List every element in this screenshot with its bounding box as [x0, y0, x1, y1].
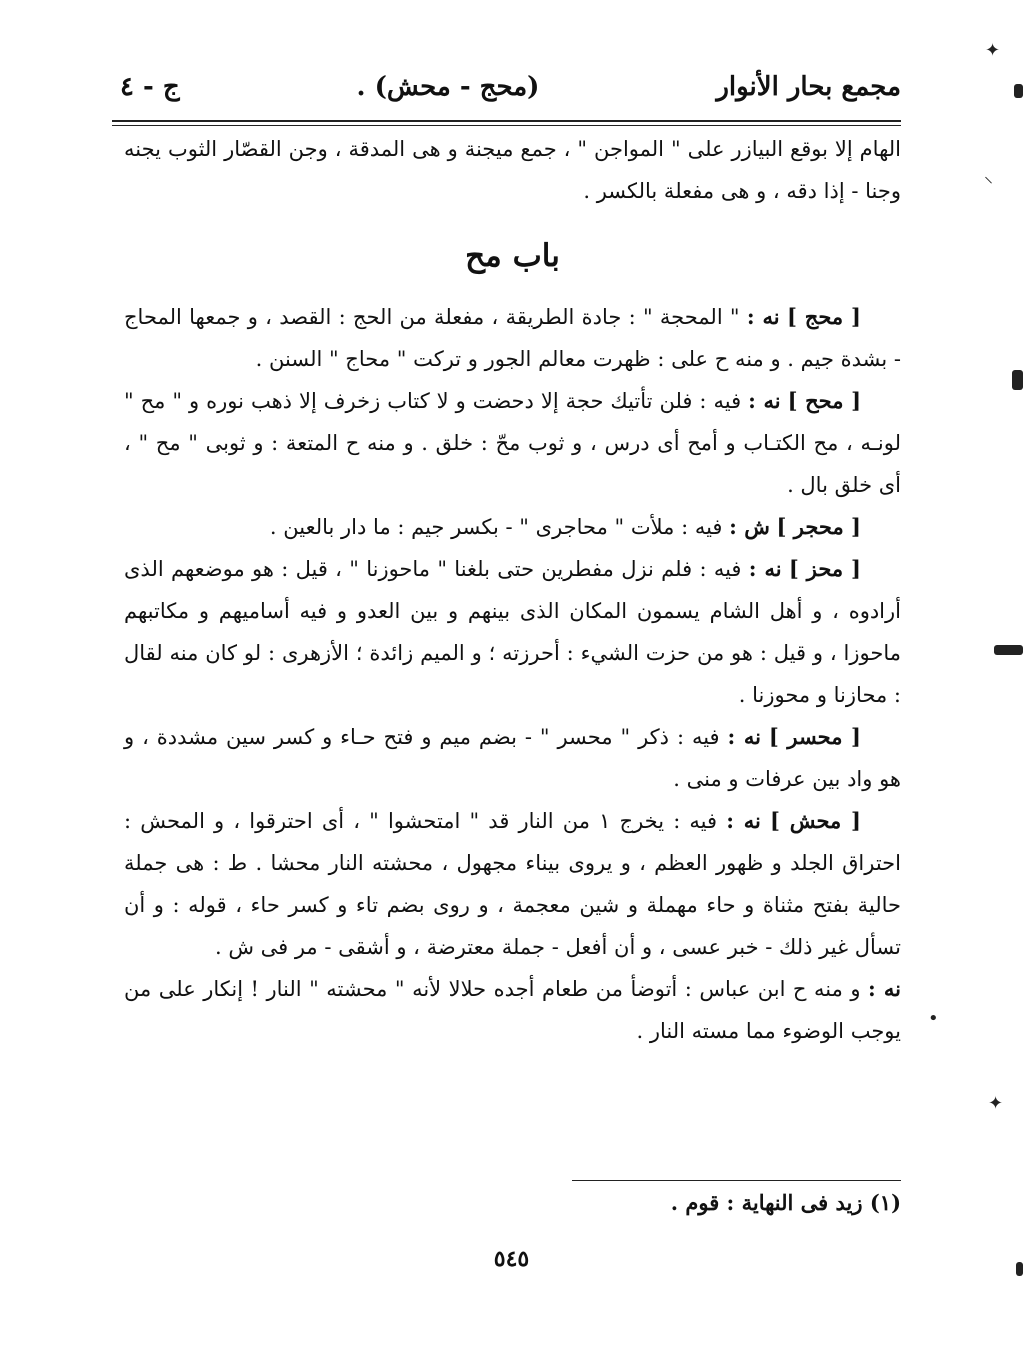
running-header	[120, 62, 901, 112]
entry-source: نه :	[748, 556, 782, 581]
entry-source: نه :	[868, 976, 901, 1001]
entry-source: نه :	[727, 724, 761, 749]
entry	[124, 380, 901, 506]
volume-number: ج - ٤	[120, 72, 180, 102]
scan-mark	[1016, 1262, 1023, 1276]
page-number: ٥٤٥	[493, 1246, 530, 1272]
section-heading: باب مح	[465, 238, 560, 274]
scan-mark: ✦	[985, 40, 1001, 61]
entry-headword: [ محح ]	[787, 388, 862, 413]
entry-text: فيه : فلن تأتيك حجة إلا دحضت و لا كتاب زخرف إلا ذهب نوره و " مح " لونـه ، مح الكتـاب و أمح أى درس ، و ثوب محّ : خلق . و منه ح المتعة : و ثوبى " مح " ، أى خلق بال .	[124, 389, 901, 497]
entry-text: فيه : ملأت " محاجرى " - بكسر جيم : ما دار بالعين .	[269, 515, 723, 539]
scan-mark	[1014, 84, 1023, 98]
footnote-rule	[572, 1180, 901, 1181]
entry-headword: [ محز ]	[788, 556, 861, 581]
entry-headword: [ محسر ]	[768, 724, 861, 749]
entry-text: فيه : فلم نزل مفطرين حتى بلغنا " ماحوزنا " ، قيل : هو موضعهم الذى أرادوه ، و أهل الشام يسمون المكان الذى بينهم و بين العدو و فيه أساميهم و مكاتبهم ماحوزا ، و قيل : هو من حزت الشيء : أحرزته ؛ و الميم زائدة ؛ الأزهرى : لو كان منه لقال : محازنا و محوزنا .	[124, 557, 901, 707]
book-title: مجمع بحار الأنوار	[716, 72, 901, 102]
entry-text: " المحجة " : جادة الطريقة ، مفعلة من الحج : القصد ، و جمعها المحاج - بشدة جيم . و منه ح على : ظهرت معالم الجور و تركت " محاج " السنن .	[124, 305, 901, 371]
entry-text: و منه ح ابن عباس : أتوضأ من طعام أجده حلالا لأنه " محشته " النار ! إنكار على من يوجب الوضوء مما مسته النار .	[124, 977, 901, 1043]
entry-headword: [ محش ]	[769, 808, 861, 833]
entry	[124, 506, 901, 548]
header-rule-thick	[112, 120, 901, 122]
entry-source: نه :	[746, 304, 780, 329]
section-range: (محج - محش) .	[356, 72, 540, 102]
scan-mark	[1012, 370, 1023, 390]
entry-text: فيه : ذكر " محسر " - بضم ميم و فتح حـاء و كسر سين مشددة ، و هو واد بين عرفات و منى .	[124, 725, 901, 791]
entry	[124, 548, 901, 716]
continuation-paragraph: الهام إلا بوقع البيازر على " المواجن " ، جمع ميجنة و هى المدقة ، وجن القصّار الثوب يجنه وجنا - إذا دقه ، و هى مفعلة بالكسر .	[124, 137, 901, 203]
scan-mark	[994, 645, 1023, 655]
footnote: (١) زيد فى النهاية : قوم .	[670, 1190, 901, 1215]
scan-mark: ⸝	[984, 166, 993, 187]
scan-mark: ✦	[988, 1093, 1004, 1114]
entry-source: نه :	[726, 808, 761, 833]
closing-paragraph	[124, 968, 901, 1052]
entry	[124, 800, 901, 968]
entry	[124, 296, 901, 380]
entry-source: ش :	[729, 514, 770, 539]
entry-headword: [ محجر ]	[776, 514, 861, 539]
scan-mark: •	[928, 1008, 939, 1029]
entry-text: فيه : يخرج ١ من النار قد " امتحشوا " ، أى احترقوا ، و المحش : احتراق الجلد و ظهور العظم ، و يروى بيناء مجهول ، محشته النار محشا . ط : هى جملة حالية بفتح مثناة و حاء مهملة و شين معجمة ، و روى بضم تاء و كسر حاء ، قوله : و أن تسأل غير ذلك - خبر عسى ، و أن أفعل - جملة معترضة ، و أشقى - مر فى ش .	[124, 809, 901, 959]
entry	[124, 716, 901, 800]
header-rule-thin	[112, 125, 901, 126]
entry-headword: [ محج ]	[786, 304, 861, 329]
entry-source: نه :	[748, 388, 781, 413]
main-text	[124, 128, 901, 1052]
